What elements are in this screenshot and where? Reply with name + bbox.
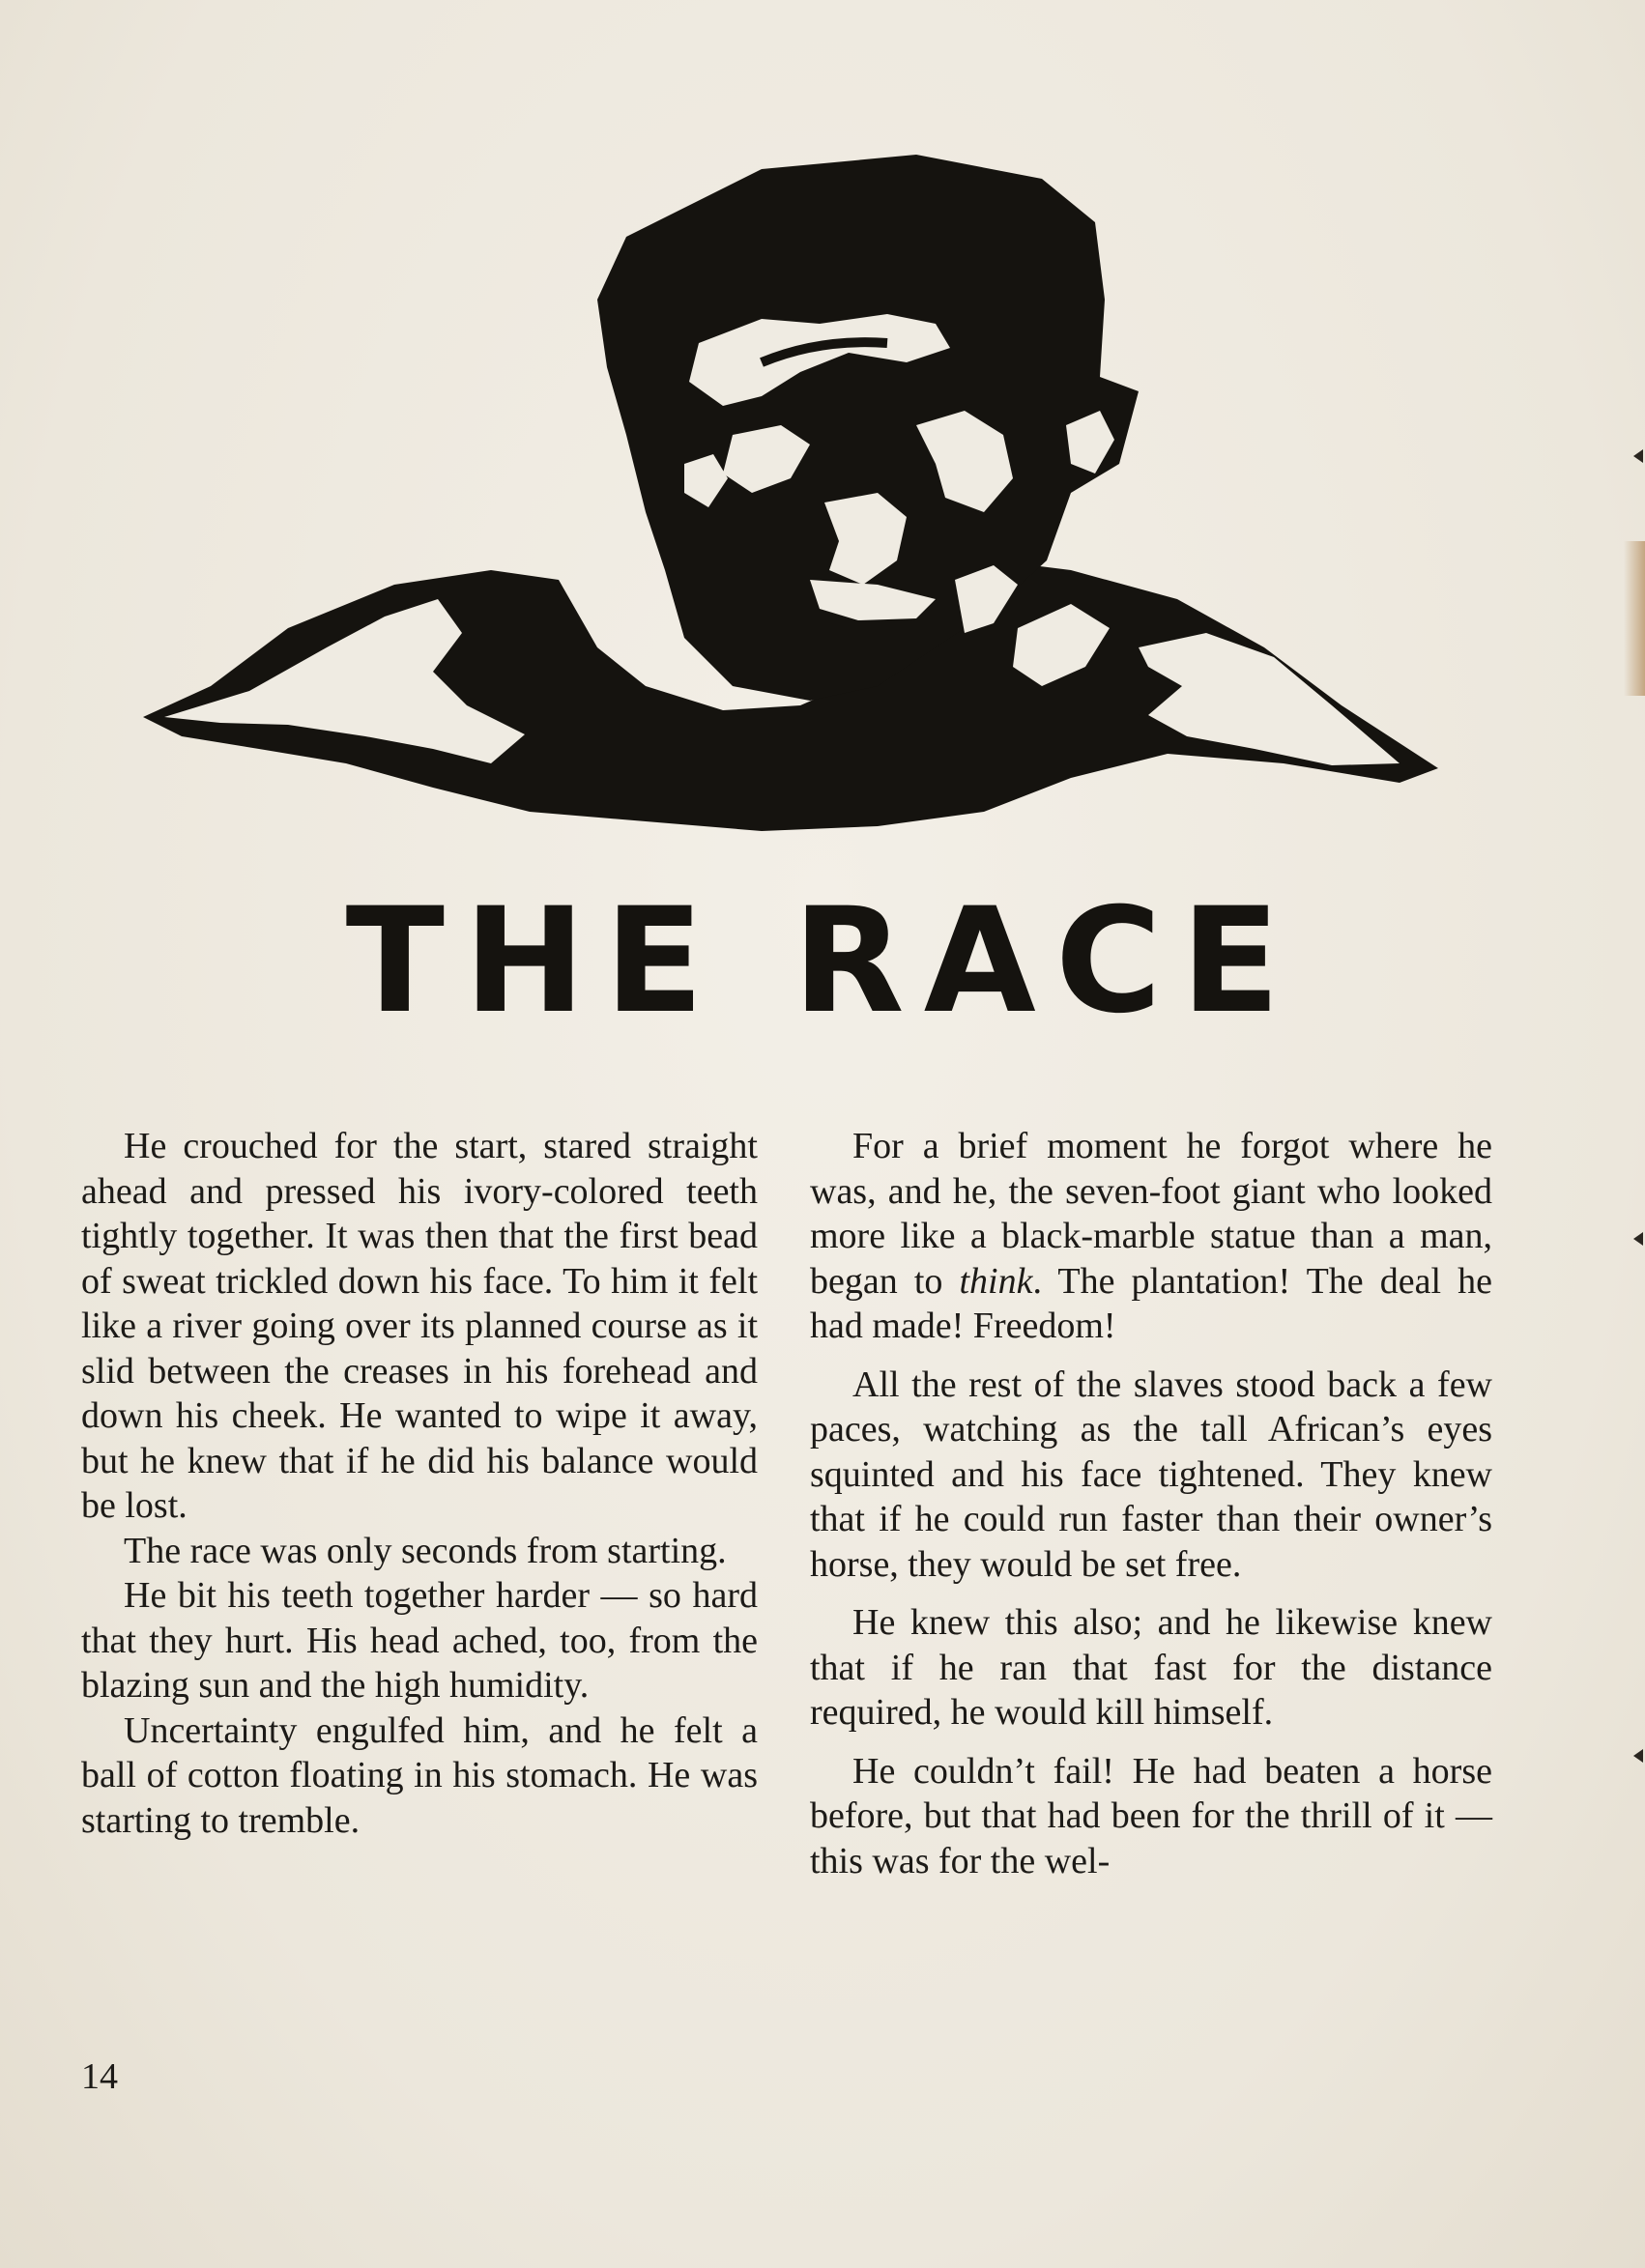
left-text-column	[81, 1124, 758, 1843]
edge-mark	[1633, 1232, 1643, 1246]
article-title: THE RACE	[345, 877, 1300, 1046]
paragraph: He crouched for the start, stared straight ahead and pressed his ivory-colored teeth tightly together. It was then that the first bead of sweat trickled down his face. To him it felt like a river going over its planned course as it slid between the creases in his forehead and down his cheek. He wanted to wipe it away, but he knew that if he did his balance would be lost.	[81, 1126, 758, 1526]
paragraph: The race was only seconds from starting.	[124, 1530, 727, 1571]
paragraph: He bit his teeth together harder — so hard that they hurt. His head ached, too, from the blazing sun and the high humidity.	[81, 1575, 758, 1706]
page-edge-stain	[1624, 541, 1645, 696]
paragraph: All the rest of the slaves stood back a few paces, watching as the tall African’s eyes squinted and his face tightened. They knew that if he could run faster than their owner’s horse, they would be set free.	[810, 1364, 1492, 1585]
man-portrait-icon	[143, 145, 1438, 841]
page-number: 14	[81, 2056, 118, 2097]
paragraph: For a brief moment he forgot where he was, and he, the seven-foot giant who looked more like a black-marble statue than a man, began to think. The plantation! The deal he had made! Freedom!	[810, 1126, 1492, 1346]
paragraph: He couldn’t fail! He had beaten a horse before, but that had been for the thrill of it — this was for the wel-	[810, 1750, 1492, 1881]
right-text-column	[810, 1124, 1492, 1883]
paragraph: He knew this also; and he likewise knew that if he ran that fast for the distance required, he would kill himself.	[810, 1602, 1492, 1733]
edge-mark	[1633, 449, 1643, 463]
edge-mark	[1633, 1749, 1643, 1763]
paragraph: Uncertainty engulfed him, and he felt a ball of cotton floating in his stomach. He was starting to tremble.	[81, 1709, 758, 1841]
emphasized-word: think	[959, 1260, 1033, 1302]
